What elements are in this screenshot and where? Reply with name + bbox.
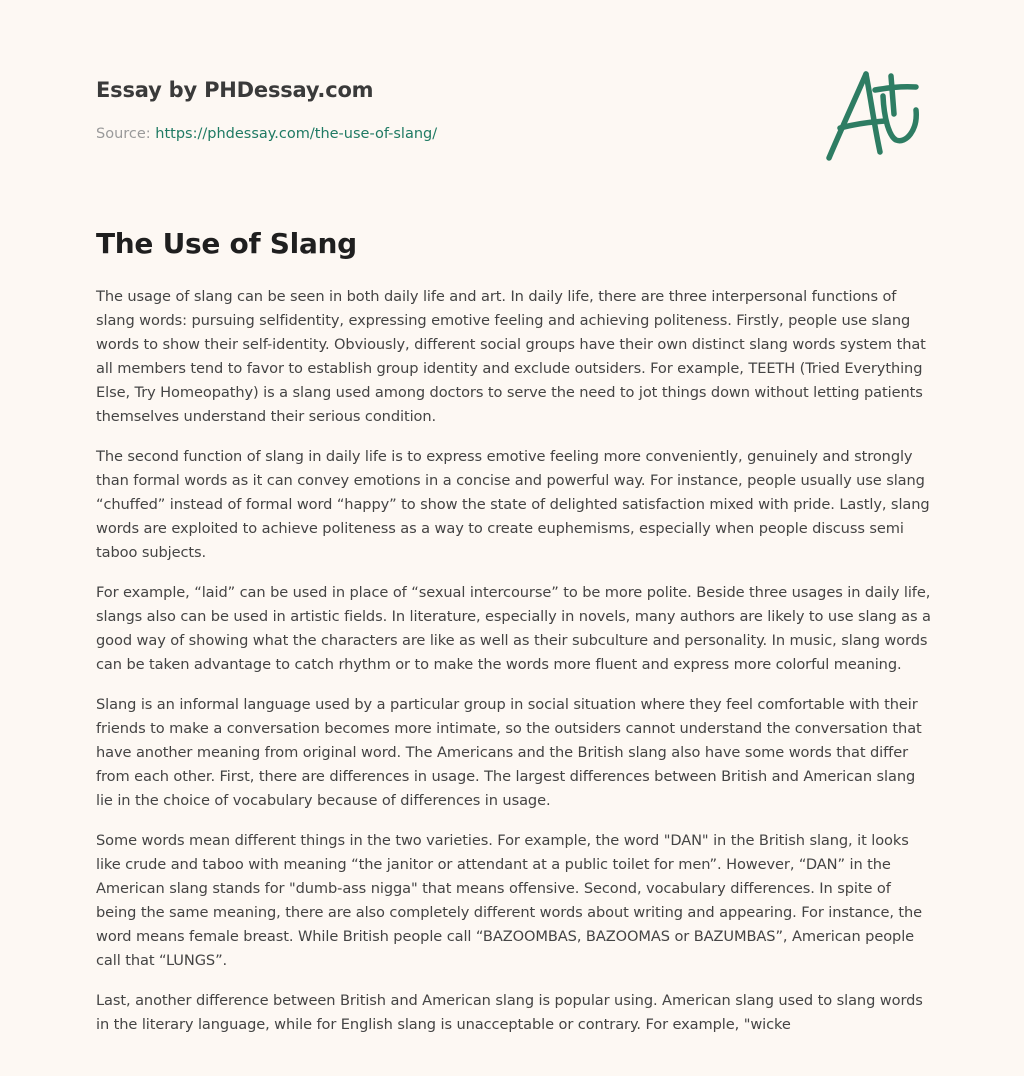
essay-paragraph: Slang is an informal language used by a particular group in social situation where they feel comfortable with their friends to make a conversation becomes more intimate, so the outsiders cannot understand the conversation that have another meaning from original word. The Americans and the British slang also have some words that differ from each other. First, there are differences in usage. The largest differences between British and American slang lie in the choice of vocabulary because of differences in usage. — [96, 696, 922, 809]
essay-paragraph: For example, “laid” can be used in place of “sexual intercourse” to be more polite. Beside three usages in daily life, slangs also can be used in artistic fields. In literature, especially in novels, many authors are likely to use slang as a good way of showing what the characters are like as well as their subculture and personality. In music, slang words can be taken advantage to catch rhythm or to make the words more fluent and express more colorful meaning. — [96, 584, 931, 673]
essay-title: The Use of Slang — [96, 227, 357, 260]
essay-paragraph: Some words mean different things in the two varieties. For example, the word "DAN" in the British slang, it looks like crude and taboo with meaning “the janitor or attendant at a public toilet for men”. However, “DAN” in the American slang stands for "dumb-ass nigga" that means offensive. Second, vocabulary differences. In spite of being the same meaning, there are also completely different words about writing and appearing. For instance, the word means female breast. While British people call “BAZOOMBAS, BAZOOMAS or BAZUMBAS”, American people call that “LUNGS”. — [96, 832, 923, 969]
essay-paragraph: The usage of slang can be seen in both daily life and art. In daily life, there are three interpersonal functions of slang words: pursuing selfidentity, expressing emotive feeling and achieving politeness. Firstly, people use slang words to show their self-identity. Obviously, different social groups have their own distinct slang words system that all members tend to favor to establish group identity and exclude outsiders. For example, TEETH (Tried Everything Else, Try Homeopathy) is a slang used among doctors to serve the need to jot things down without letting patients themselves understand their serious condition. — [96, 288, 926, 425]
a-plus-grade-icon — [820, 66, 930, 166]
essay-header — [96, 76, 796, 144]
source-line — [96, 124, 796, 144]
source-link[interactable]: https://phdessay.com/the-use-of-slang/ — [155, 126, 438, 142]
source-label: Source: — [96, 126, 156, 142]
essay-body — [96, 285, 934, 1053]
essay-paragraph: The second function of slang in daily life is to express emotive feeling more conveniently, genuinely and strongly than formal words as it can convey emotions in a concise and powerful way. For instance, people usually use slang “chuffed” instead of formal word “happy” to show the state of delighted satisfaction mixed with pride. Lastly, slang words are exploited to achieve politeness as a way to create euphemisms, especially when people discuss semi taboo subjects. — [96, 448, 930, 561]
site-brand: Essay by PHDessay.com — [96, 78, 374, 102]
essay-paragraph: Last, another difference between British and American slang is popular using. American slang used to slang words in the literary language, while for English slang is unacceptable or contrary. For example, "wicke — [96, 992, 923, 1033]
